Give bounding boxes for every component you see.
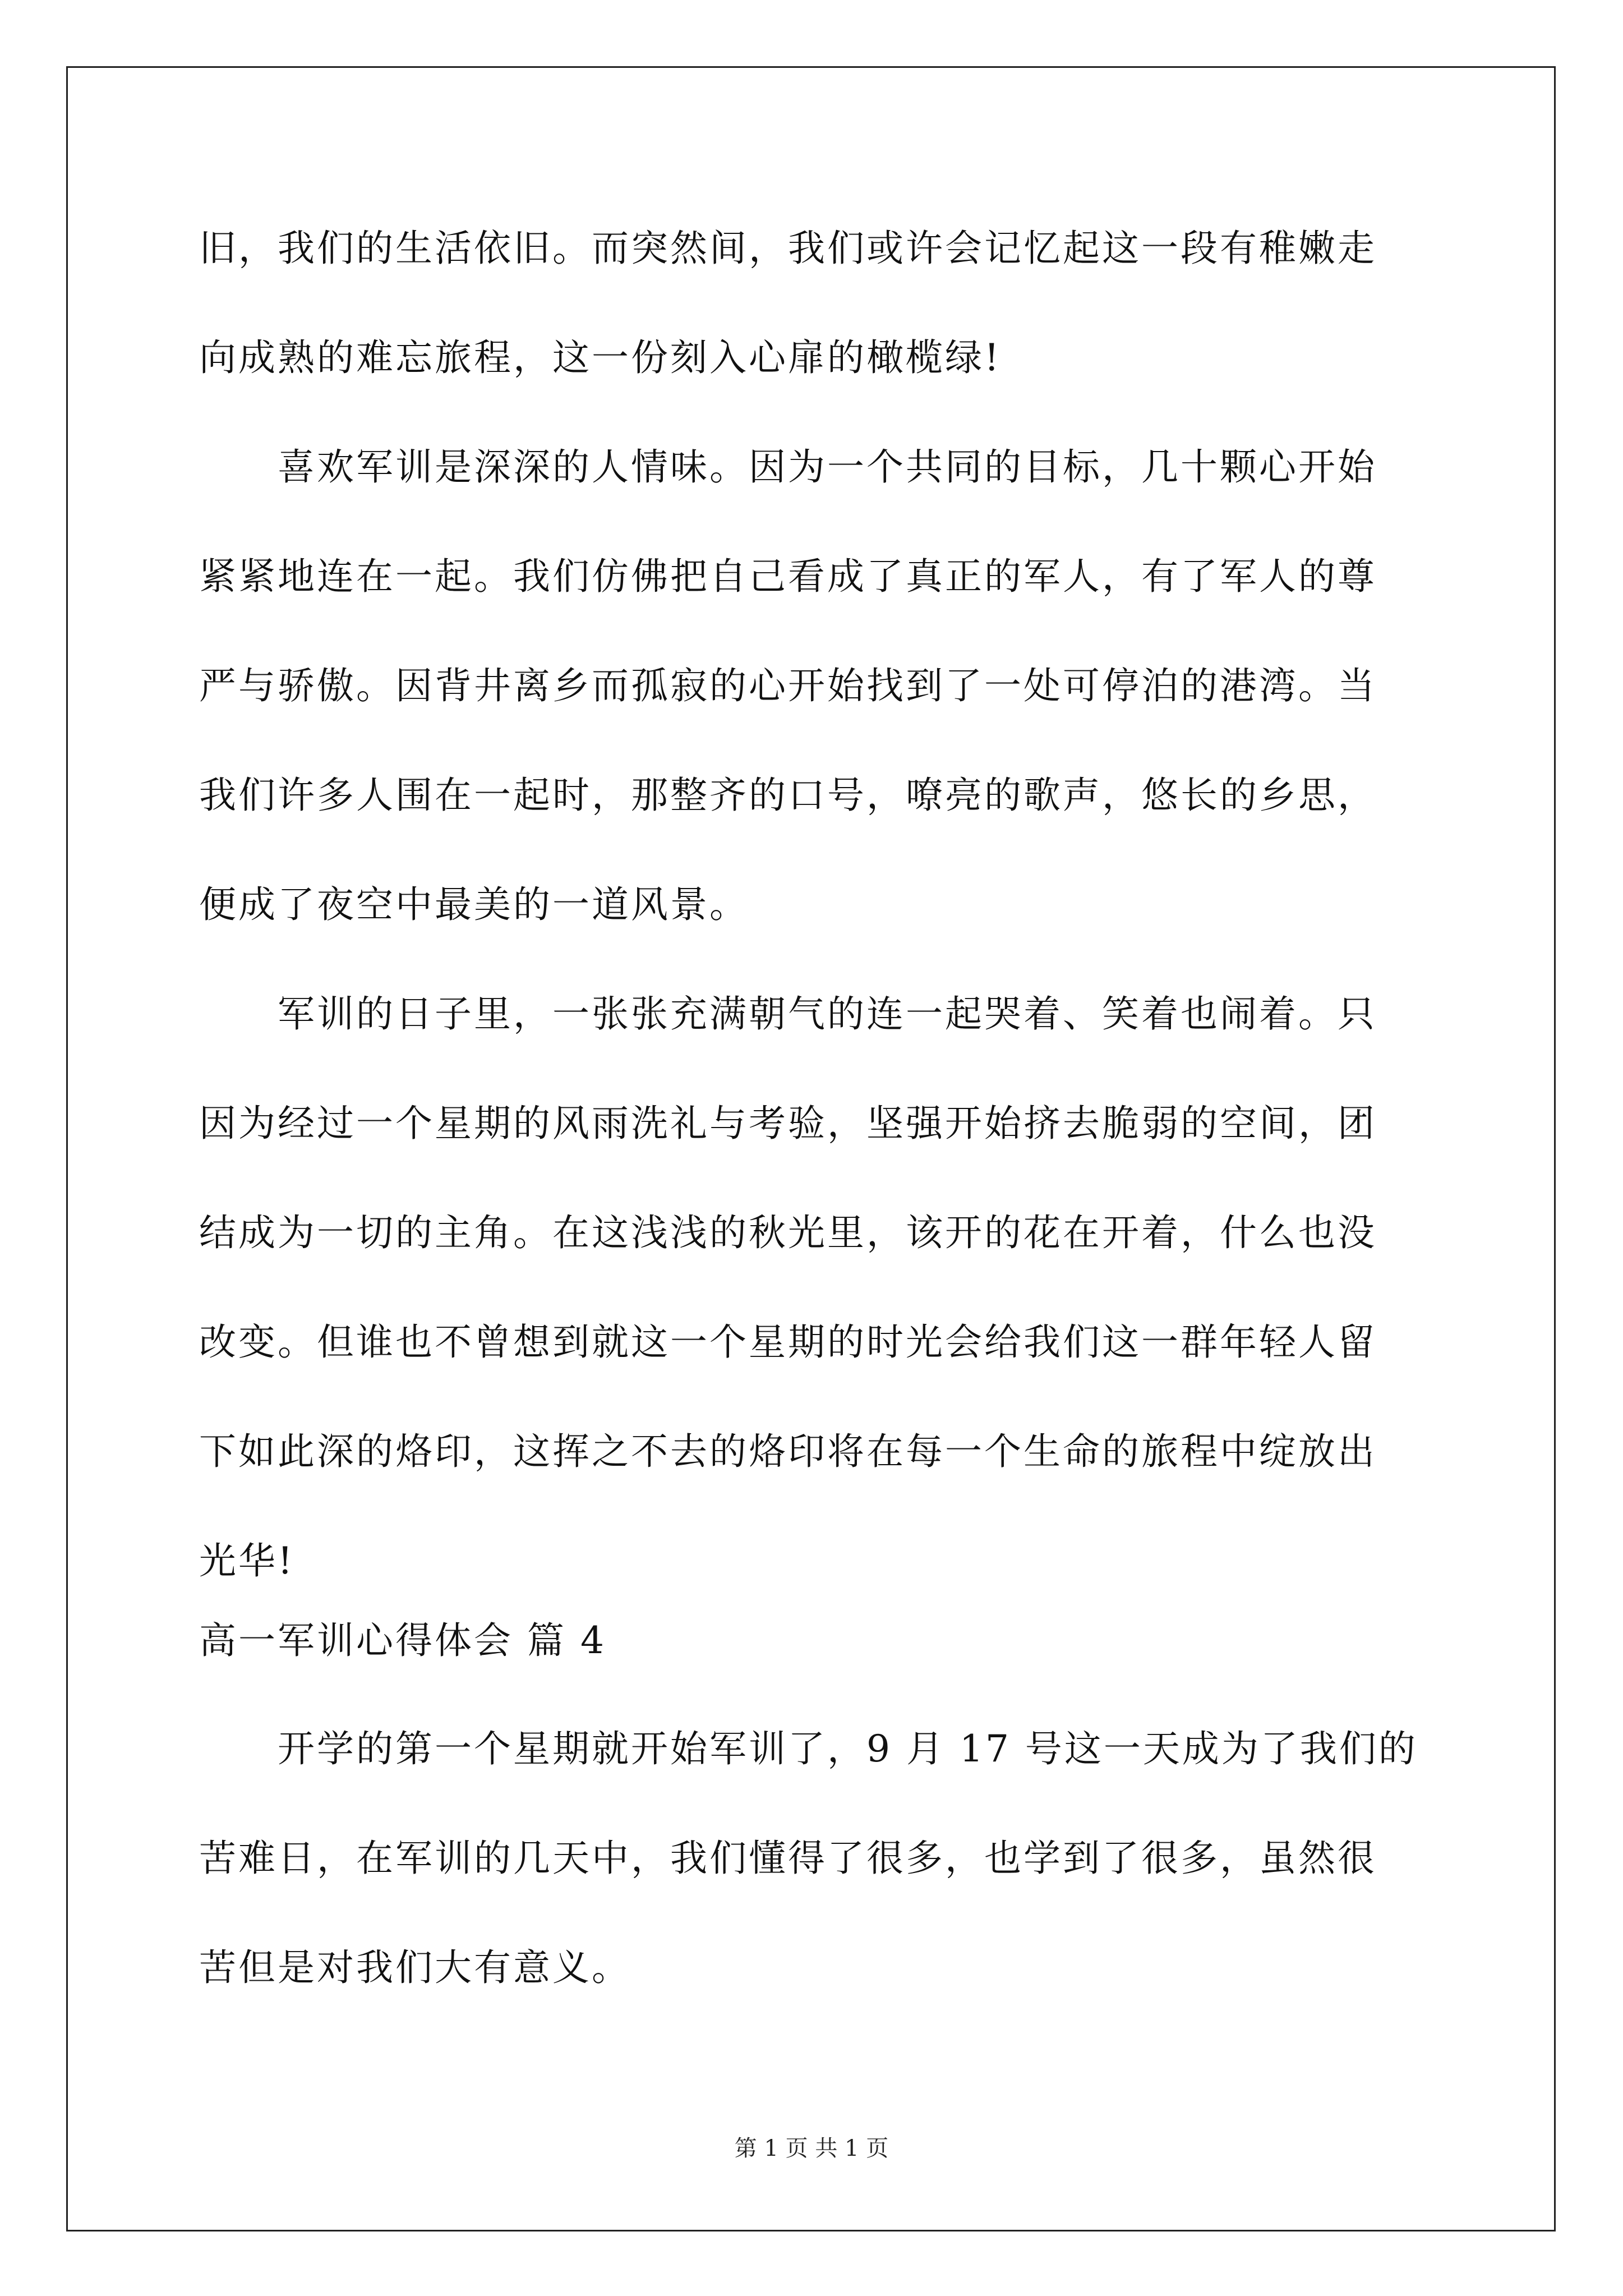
- page-number-footer: 第 1 页 共 1 页: [734, 2136, 889, 2161]
- paragraph-line: 旧，我们的生活依旧。而突然间，我们或许会记忆起这一段有稚嫩走: [199, 227, 1377, 270]
- paragraph-line: 紧紧地连在一起。我们仿佛把自己看成了真正的军人，有了军人的尊: [199, 555, 1377, 598]
- paragraph-line: 改变。但谁也不曾想到就这一个星期的时光会给我们这一群年轻人留: [199, 1320, 1377, 1364]
- paragraph-line: 军训的日子里，一张张充满朝气的连一起哭着、笑着也闹着。只: [278, 992, 1377, 1036]
- paragraph-line: 苦但是对我们大有意义。: [199, 1946, 631, 1989]
- paragraph-line: 因为经过一个星期的风雨洗礼与考验，坚强开始挤去脆弱的空间，团: [199, 1102, 1377, 1145]
- paragraph-line: 喜欢军训是深深的人情味。因为一个共同的目标，几十颗心开始: [278, 445, 1377, 489]
- paragraph-line: 光华!: [199, 1539, 295, 1582]
- paragraph-line: 我们许多人围在一起时，那整齐的口号，嘹亮的歌声，悠长的乡思，: [199, 774, 1377, 817]
- paragraph-line: 结成为一切的主角。在这浅浅的秋光里，该开的花在开着，什么也没: [199, 1211, 1377, 1254]
- paragraph-line: 开学的第一个星期就开始军训了，9 月 17 号这一天成为了我们的: [278, 1727, 1418, 1770]
- section-heading: 高一军训心得体会 篇 4: [199, 1619, 606, 1662]
- paragraph-line: 便成了夜空中最美的一道风景。: [199, 883, 749, 926]
- paragraph-line: 苦难日，在军训的几天中，我们懂得了很多，也学到了很多，虽然很: [199, 1837, 1377, 1880]
- paragraph-line: 下如此深的烙印，这挥之不去的烙印将在每一个生命的旅程中绽放出: [199, 1430, 1377, 1473]
- paragraph-line: 向成熟的难忘旅程，这一份刻入心扉的橄榄绿!: [199, 336, 1002, 379]
- paragraph-line: 严与骄傲。因背井离乡而孤寂的心开始找到了一处可停泊的港湾。当: [199, 664, 1377, 707]
